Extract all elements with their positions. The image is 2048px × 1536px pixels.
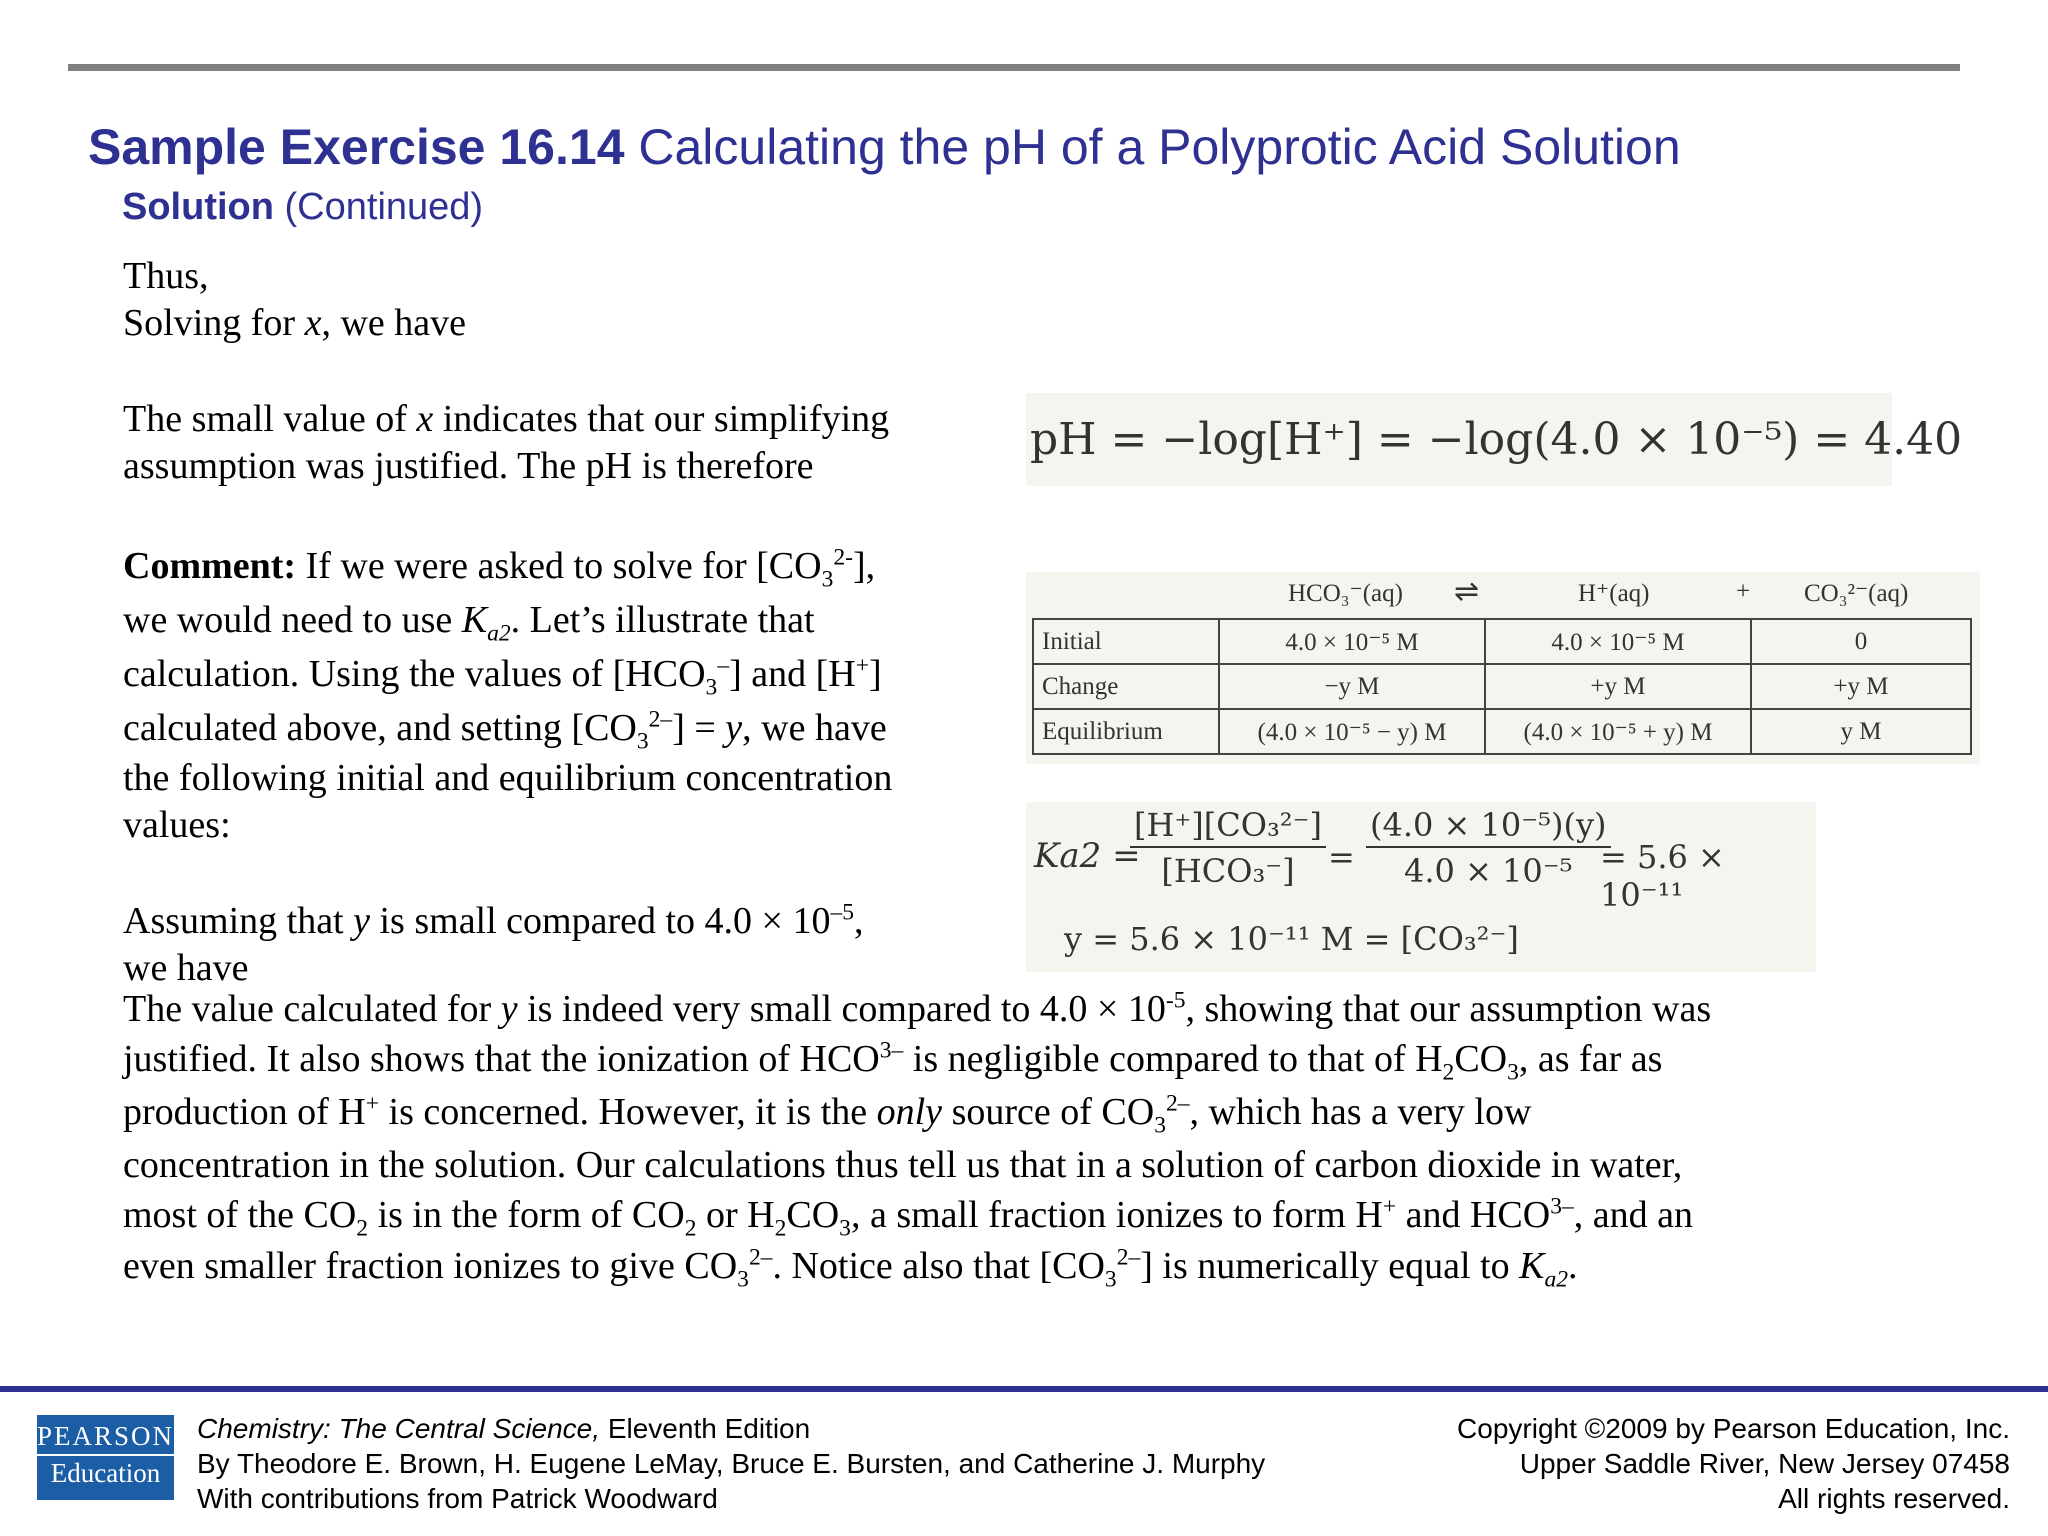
ka2-result: = 5.6 × 10⁻¹¹: [1600, 838, 1725, 914]
equilibrium-arrow-icon: ⇌: [1454, 575, 1480, 608]
table-cell: 4.0 × 10⁻⁵ M: [1485, 619, 1751, 664]
text-we-have: we have: [123, 947, 249, 989]
ice-reactant: HCO₃⁻(aq): [1288, 580, 1403, 607]
table-cell: −y M: [1219, 664, 1485, 709]
table-cell: (4.0 × 10⁻⁵ − y) M: [1219, 709, 1485, 754]
top-rule: [68, 64, 1960, 71]
slide-title: Sample Exercise 16.14 Calculating the pH of a Polyprotic Acid Solution: [88, 119, 1681, 175]
y-result-line: y = 5.6 × 10⁻¹¹ M = [CO₃²⁻]: [1064, 920, 1519, 958]
footer-citation: [197, 1411, 1265, 1516]
para-line-1: The value calculated for y is indeed very small compared to $4.0 \times 10^{-5}$, showing that our assumption was: [123, 987, 1712, 1030]
ice-plus: +: [1736, 578, 1751, 605]
table-cell: 0: [1751, 619, 1971, 664]
text-assumption: assumption was justified. The pH is therefore: [123, 445, 814, 487]
ice-table: [1032, 618, 1972, 755]
text-small-value: The small value of x indicates that our simplifying: [123, 398, 890, 440]
row-label: Equilibrium: [1033, 709, 1219, 754]
rights-line: All rights reserved.: [1778, 1483, 2010, 1514]
footer-authors: By Theodore E. Brown, H. Eugene LeMay, Bruce E. Bursten, and Catherine J. Murphy: [197, 1448, 1266, 1479]
ka2-equation-panel: [1026, 802, 1816, 972]
table-cell: +y M: [1751, 664, 1971, 709]
para-line-5: most of the $CO_2$ is in the form of $CO_2$ or $H_2CO_3$, a small fraction ionizes to form H+ and $HCO^{3-}$, and an: [123, 1193, 1693, 1242]
bottom-rule: [0, 1386, 2048, 1392]
location-line: Upper Saddle River, New Jersey 07458: [1519, 1448, 2010, 1479]
row-label: Initial: [1033, 619, 1219, 664]
table-cell: (4.0 × 10⁻⁵ + y) M: [1485, 709, 1751, 754]
para-line-2: justified. It also shows that the ionization of $HCO^{3-}$ is negligible compared to that of $H_2CO_3$, as far as: [123, 1037, 1663, 1086]
fraction-numerator: [H⁺][CO₃²⁻]: [1130, 806, 1326, 848]
text-solving: Solving for x, we have: [123, 302, 466, 344]
ph-equation: pH = −log[H⁺] = −log(4.0 × 10⁻⁵) = 4.40: [1026, 393, 1892, 486]
footer-copyright: [1457, 1411, 2010, 1516]
ka2-fraction-2: [1366, 806, 1611, 890]
para-line-6: even smaller fraction ionizes to give $CO_3^{2-}$. Notice also that $[CO_3^{2-}]$ is numerically equal to $K_{a2}$.: [123, 1244, 1578, 1293]
fraction-denominator: [HCO₃⁻]: [1161, 852, 1295, 890]
table-row: [1033, 664, 1971, 709]
text-thus: Thus,: [123, 255, 209, 297]
para-line-3: production of H+ is concerned. However, it is the only source of $CO_3^{2-}$, which has a very low: [123, 1090, 1532, 1139]
row-label: Change: [1033, 664, 1219, 709]
fraction-numerator: (4.0 × 10⁻⁵)(y): [1366, 806, 1611, 848]
table-cell: 4.0 × 10⁻⁵ M: [1219, 619, 1485, 664]
comment-line-1: Comment: If we were asked to solve for $[CO_3^{2-}]$,: [123, 544, 876, 593]
ice-product-co3: CO₃²⁻(aq): [1804, 580, 1909, 607]
footer-contrib: With contributions from Patrick Woodward: [197, 1483, 718, 1514]
table-row: [1033, 619, 1971, 664]
logo-top-text: PEARSON: [37, 1421, 174, 1456]
pearson-logo: [37, 1415, 174, 1500]
slide-subtitle: Solution (Continued): [122, 186, 484, 228]
fraction-denominator: 4.0 × 10⁻⁵: [1404, 852, 1573, 890]
ice-product-h: H⁺(aq): [1578, 580, 1650, 607]
table-row: [1033, 709, 1971, 754]
table-cell: +y M: [1485, 664, 1751, 709]
comment-line-5: the following initial and equilibrium concentration: [123, 757, 893, 799]
ka2-equals: =: [1328, 838, 1355, 876]
text-assuming: Assuming that y is small compared to $4.0 \times 10^{-5}$,: [123, 899, 864, 942]
comment-line-4: calculated above, and setting $[CO_3^{2-}] = y$, we have: [123, 706, 887, 755]
conclusion-paragraph: [123, 986, 1711, 1294]
ice-table-panel: [1026, 572, 1980, 764]
comment-line-6: values:: [123, 804, 231, 846]
comment-line-2: we would need to use $K_{a2}$. Let’s illustrate that: [123, 599, 815, 647]
comment-line-3: calculation. Using the values of $[HCO_3^-]$ and [H+]: [123, 652, 882, 701]
ka2-fraction-1: [1130, 806, 1326, 890]
ka2-lhs: Ka2 =: [1034, 836, 1141, 876]
copyright-line: Copyright ©2009 by Pearson Education, Inc.: [1457, 1413, 2010, 1444]
para-line-4: concentration in the solution. Our calculations thus tell us that in a solution of carbon dioxide in water,: [123, 1144, 1683, 1186]
comment-block: [123, 539, 892, 849]
logo-bottom-text: Education: [50, 1458, 161, 1488]
footer-book-line: Chemistry: The Central Science, Eleventh Edition: [197, 1413, 811, 1444]
table-cell: y M: [1751, 709, 1971, 754]
